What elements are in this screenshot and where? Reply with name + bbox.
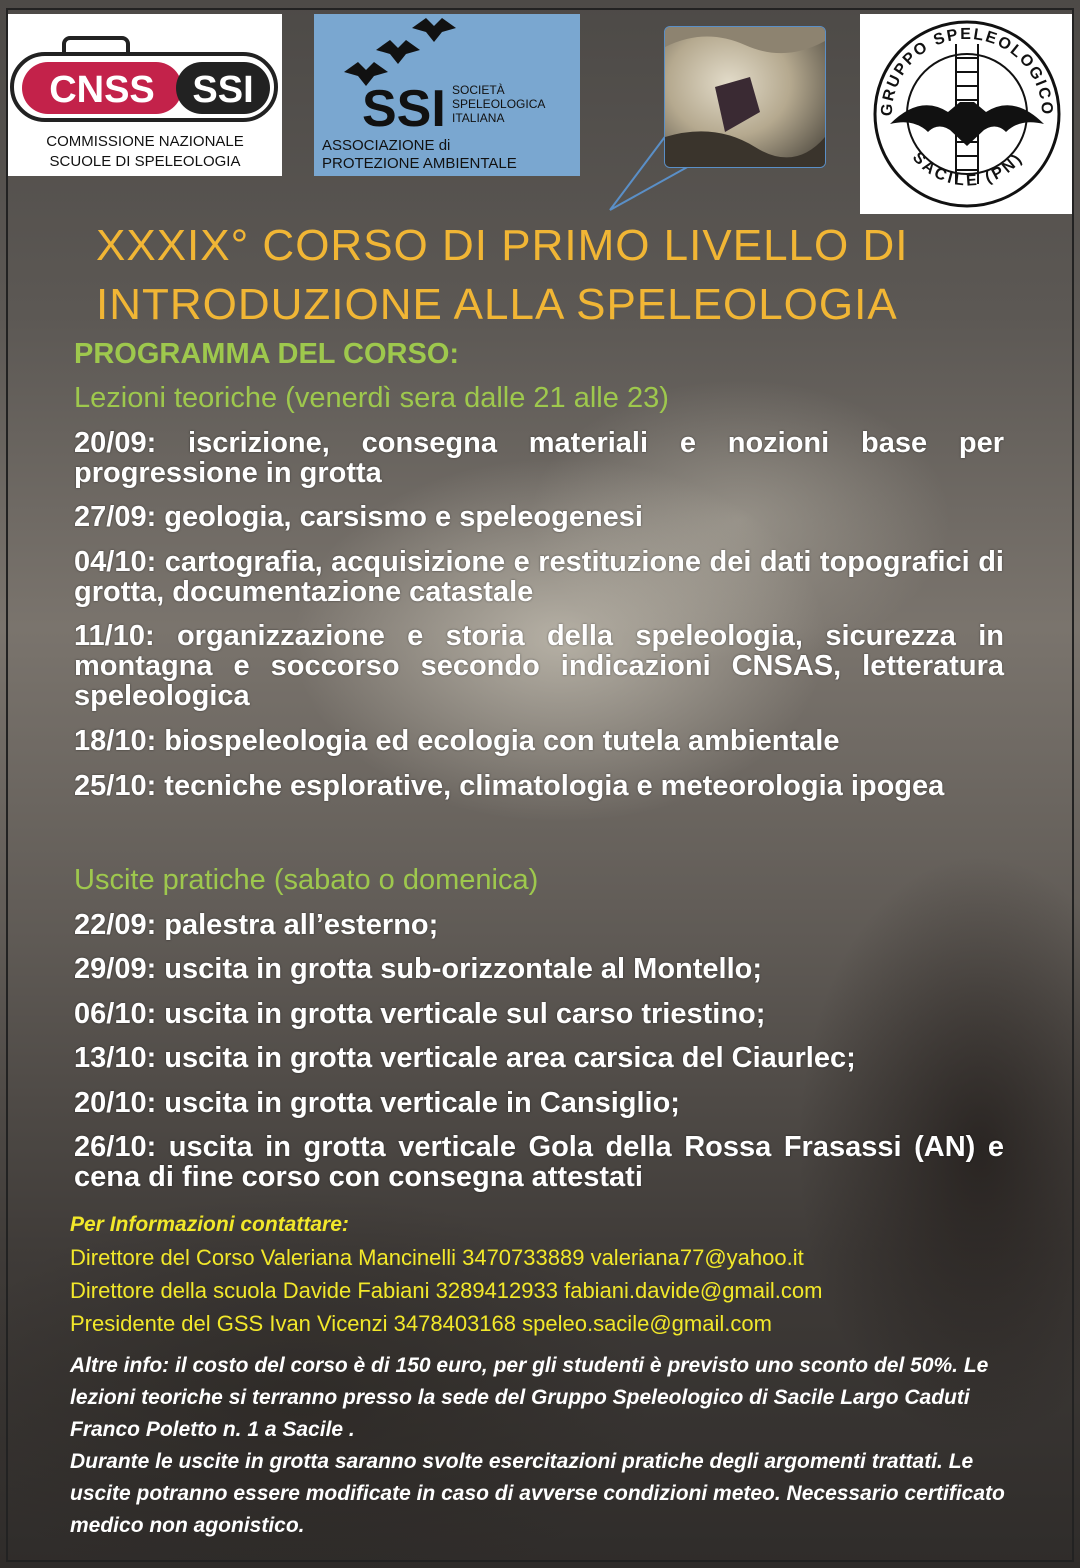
bat-icon bbox=[412, 18, 456, 42]
contact-line: Direttore della scuola Davide Fabiani 3289412933 fabiani.davide@gmail.com bbox=[70, 1278, 823, 1303]
notes-paragraph: Altre info: il costo del corso è di 150 euro, per gli studenti è previsto uno sconto del 50%. Le lezioni teoriche si terranno presso la sede del Gruppo Speleologico di Sacile Largo Caduti Franco Poletto n. 1 a Sacile . bbox=[70, 1354, 989, 1441]
cave-photo bbox=[664, 26, 826, 168]
cnss-ssi-logo bbox=[8, 14, 282, 176]
practice-item: 29/09: uscita in grotta sub-orizzontale al Montello; bbox=[74, 953, 763, 985]
ssi-assoc2: PROTEZIONE AMBIENTALE bbox=[322, 155, 517, 172]
theory-item: 20/09: iscrizione, consegna materiali e nozioni base per progressione in grotta bbox=[74, 427, 1004, 489]
cnss-line2: SCUOLE DI SPELEOLOGIA bbox=[49, 153, 241, 170]
ssi-line1: SOCIETÀ bbox=[452, 83, 505, 97]
ssi-line2: SPELEOLOGICA bbox=[452, 97, 546, 111]
practice-item: 22/09: palestra all’esterno; bbox=[74, 909, 439, 941]
notes bbox=[70, 1350, 1030, 1542]
cave-photo-graphic bbox=[665, 27, 825, 167]
gss-logo-graphic bbox=[860, 14, 1074, 214]
title-line2: INTRODUZIONE ALLA SPELEOLOGIA bbox=[96, 280, 898, 329]
ssi-text: SSI bbox=[192, 69, 254, 111]
practice-item: 26/10: uscita in grotta verticale Gola della Rossa Frasassi (AN) e cena di fine corso con consegna attestati bbox=[74, 1131, 1004, 1193]
ssi-assoc1: ASSOCIAZIONE di bbox=[322, 137, 451, 154]
cnss-text: CNSS bbox=[49, 69, 155, 111]
theory-heading: Lezioni teoriche (venerdì sera dalle 21 alle 23) bbox=[74, 382, 669, 414]
practice-item: 06/10: uscita in grotta verticale sul carso triestino; bbox=[74, 998, 766, 1030]
ssi-logo-graphic bbox=[314, 14, 580, 176]
contact-line: Presidente del GSS Ivan Vicenzi 3478403168 speleo.sacile@gmail.com bbox=[70, 1311, 772, 1336]
practice-item: 13/10: uscita in grotta verticale area carsica del Ciaurlec; bbox=[74, 1042, 856, 1074]
ssi-logo bbox=[314, 14, 580, 176]
program-heading: PROGRAMMA DEL CORSO: bbox=[74, 338, 460, 370]
cnss-line1: COMMISSIONE NAZIONALE bbox=[46, 133, 244, 150]
practice-heading: Uscite pratiche (sabato o domenica) bbox=[74, 864, 539, 896]
theory-item: 27/09: geologia, carsismo e speleogenesi bbox=[74, 501, 643, 533]
gss-top-text: GRUPPO SPELEOLOGICO bbox=[878, 25, 1056, 117]
ssi-abbr: SSI bbox=[362, 80, 446, 138]
poster-title bbox=[96, 216, 996, 334]
notes-paragraph: Durante le uscite in grotta saranno svolte esercitazioni pratiche degli argomenti trattati. Le uscite potranno essere modificate in caso di avverse condizioni meteo. Necessario certificato medico non agonistico. bbox=[70, 1450, 1005, 1537]
info-heading: Per Informazioni contattare: bbox=[70, 1213, 349, 1236]
gss-bottom-text: SACILE (PN) bbox=[908, 149, 1027, 190]
title-line1: XXXIX° CORSO DI PRIMO LIVELLO DI bbox=[96, 221, 909, 270]
contact-line: Direttore del Corso Valeriana Mancinelli 3470733889 valeriana77@yahoo.it bbox=[70, 1245, 804, 1270]
theory-item: 04/10: cartografia, acquisizione e restituzione dei dati topografici di grotta, documentazione catastale bbox=[74, 546, 1004, 608]
theory-item: 11/10: organizzazione e storia della speleologia, sicurezza in montagna e soccorso secondo indicazioni CNSAS, letteratura speleologica bbox=[74, 620, 1004, 712]
theory-item: 18/10: biospeleologia ed ecologia con tutela ambientale bbox=[74, 725, 840, 757]
theory-item: 25/10: tecniche esplorative, climatologia e meteorologia ipogea bbox=[74, 770, 945, 802]
practice-item: 20/10: uscita in grotta verticale in Cansiglio; bbox=[74, 1087, 680, 1119]
cnss-ssi-logo-graphic bbox=[8, 14, 282, 176]
ssi-line3: ITALIANA bbox=[452, 111, 505, 125]
bat-icon bbox=[376, 40, 420, 64]
gss-sacile-logo bbox=[860, 14, 1074, 214]
